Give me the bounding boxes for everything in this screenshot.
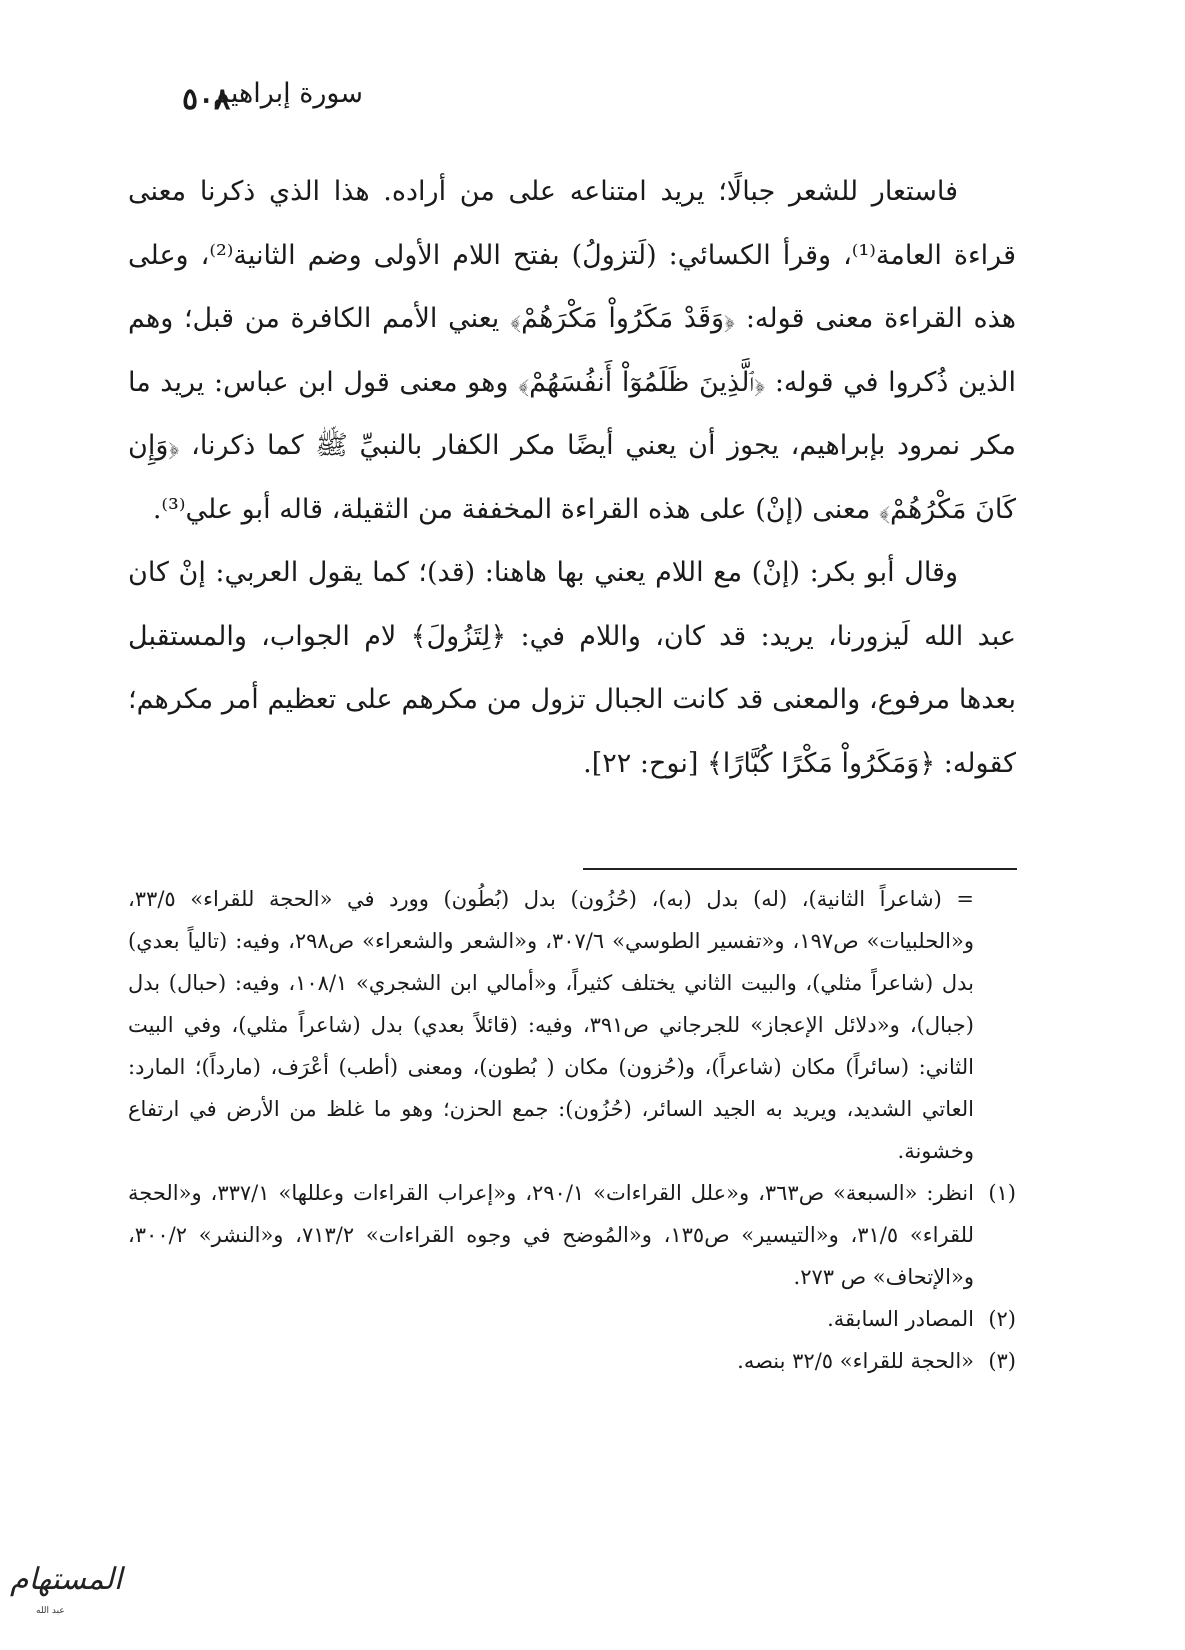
running-header-title: سورة إبراهيم [212,78,363,109]
footnote-number: (١) [988,1181,1016,1205]
footnote-number: (٢) [988,1307,1016,1331]
footnotes [128,878,1016,1382]
footnote-number: (٣) [988,1349,1016,1373]
footnote-text: المصادر السابقة. [827,1307,974,1331]
main-text [128,160,1016,795]
footnote-text: «الحجة للقراء» ٣٢/٥ بنصه. [737,1349,974,1373]
library-stamp-subtext: عبد الله [36,1606,65,1616]
footnote-text: انظر: «السبعة» ص٣٦٣، و«علل القراءات» ٢٩٠/١، و«إعراب القراءات وعللها» ٣٣٧/١، و«الحجة للقراء» ٣١/٥، و«التيسير» ص١٣٥، و«المُوضح في وجوه القراءات» ٧١٣/٢، و«النشر» ٣٠٠/٢، و«الإتحاف» ص ٢٧٣. [128,1181,975,1289]
main-paragraph-2: وقال أبو بكر: (إنْ) مع اللام يعني بها هاهنا: (قد)؛ كما يقول العربي: إنْ كان عبد الله لَيزورنا، يريد: قد كان، واللام في: ﴿لِتَزُولَ﴾ لام الجواب، والمستقبل بعدها مرفوع، والمعنى قد كانت الجبال تزول من مكرهم على تعظيم أمر مكرهم؛ كقوله: ﴿وَمَكَرُواْ مَكْرًا كُبَّارًا﴾ [نوح: ٢٢]. [128,557,1016,779]
footnote-3 [128,1340,1016,1382]
footnote-2 [128,1298,1016,1340]
page-number: ٥٠٨ [182,82,231,117]
footnote-1 [128,1172,1016,1298]
footnote-divider [583,868,1017,870]
main-paragraph-1: فاستعار للشعر جبالًا؛ يريد امتناعه على من أراده. هذا الذي ذكرنا معنى قراءة العامة⁽¹⁾، وقرأ الكسائي: (لَتزولُ) بفتح اللام الأولى وضم الثانية⁽²⁾، وعلى هذه القراءة معنى قوله: ﴿وَقَدْ مَكَرُواْ مَكْرَهُمْ﴾ يعني الأمم الكافرة من قبل؛ وهم الذين ذُكروا في قوله: ﴿ٱلَّذِينَ ظَلَمُوٓاْ أَنفُسَهُمْ﴾ وهو معنى قول ابن عباس: يريد ما مكر نمرود بإبراهيم، يجوز أن يعني أيضًا مكر الكفار بالنبيِّ ﷺ كما ذكرنا، ﴿وَإِن كَانَ مَكْرُهُمْ﴾ معنى (إنْ) على هذه القراءة المخففة من الثقيلة، قاله أبو علي⁽³⁾. [128,176,1016,525]
library-stamp: المستهام [10,1562,123,1597]
footnote-continuation: = (شاعراً الثانية)، (له) بدل (به)، (حُزُون) بدل (بُطُون) وورد في «الحجة للقراء» ٣٣/٥، و«الحلبيات» ص١٩٧، و«تفسير الطوسي» ٣٠٧/٦، و«الشعر والشعراء» ص٢٩٨، وفيه: (تالياً بعدي) بدل (شاعراً مثلي)، والبيت الثاني يختلف كثيراً، و«أمالي ابن الشجري» ١٠٨/١، وفيه: (حبال) بدل (جبال)، و«دلائل الإعجاز» للجرجاني ص٣٩١، وفيه: (قائلاً بعدي) بدل (شاعراً مثلي)، وفي البيت الثاني: (سائراً) مكان (شاعراً)، و(حُزون) مكان ( بُطون)، ومعنى (أطب) أعْرَف، (مارداً)؛ المارد: العاتي الشديد، ويريد به الجيد السائر، (حُزُون): جمع الحزن؛ وهو ما غلظ من الأرض في ارتفاع وخشونة. [128,887,975,1163]
